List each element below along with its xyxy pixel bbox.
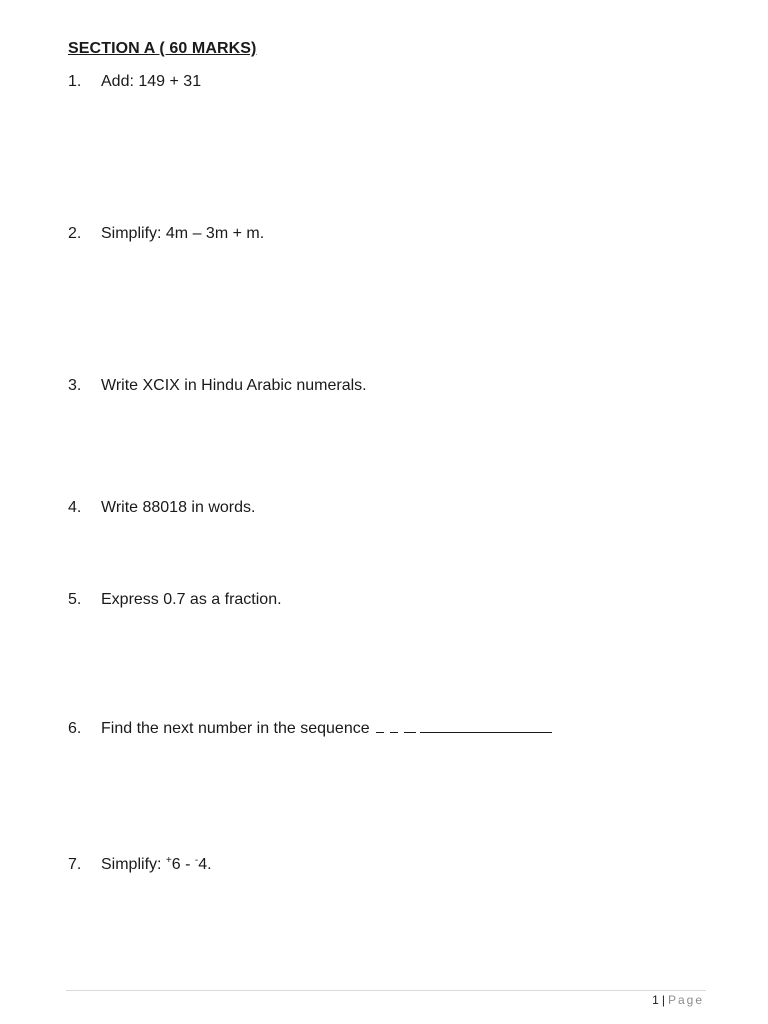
question-text: Write XCIX in Hindu Arabic numerals.: [101, 377, 367, 394]
question-3: [68, 376, 367, 396]
sequence-blank: [404, 720, 416, 733]
section-title: SECTION A ( 60 MARKS): [68, 40, 257, 57]
question-6: [68, 719, 552, 739]
answer-line: [420, 720, 552, 733]
page-number: 1: [652, 993, 659, 1007]
question-value: 6 -: [171, 856, 195, 873]
question-2: [68, 224, 264, 244]
question-text: Find the next number in the sequence: [101, 720, 370, 737]
question-text: Simplify: 4m – 3m + m.: [101, 225, 265, 242]
page-label: Page: [667, 993, 704, 1007]
question-number: 3.: [68, 377, 82, 394]
sequence-blank: [376, 720, 384, 733]
question-5: [68, 590, 282, 610]
question-number: 1.: [68, 73, 82, 90]
question-number: 5.: [68, 591, 82, 608]
question-number: 7.: [68, 856, 82, 873]
page-footer: [652, 992, 704, 1008]
question-number: 4.: [68, 499, 82, 516]
question-value: 4.: [198, 856, 212, 873]
question-1: [68, 72, 201, 92]
negative-sign: -: [194, 855, 199, 866]
question-text: Write 88018 in words.: [101, 499, 256, 516]
question-text: Simplify:: [101, 856, 166, 873]
question-text: Express 0.7 as a fraction.: [101, 591, 282, 608]
footer-separator: |: [661, 993, 665, 1007]
question-7: [68, 855, 212, 875]
question-number: 2.: [68, 225, 82, 242]
question-text: Add: 149 + 31: [101, 73, 202, 90]
question-4: [68, 498, 255, 518]
positive-sign: +: [165, 855, 172, 866]
question-number: 6.: [68, 720, 82, 737]
footer-divider: [66, 990, 706, 991]
sequence-blank: [390, 720, 398, 733]
